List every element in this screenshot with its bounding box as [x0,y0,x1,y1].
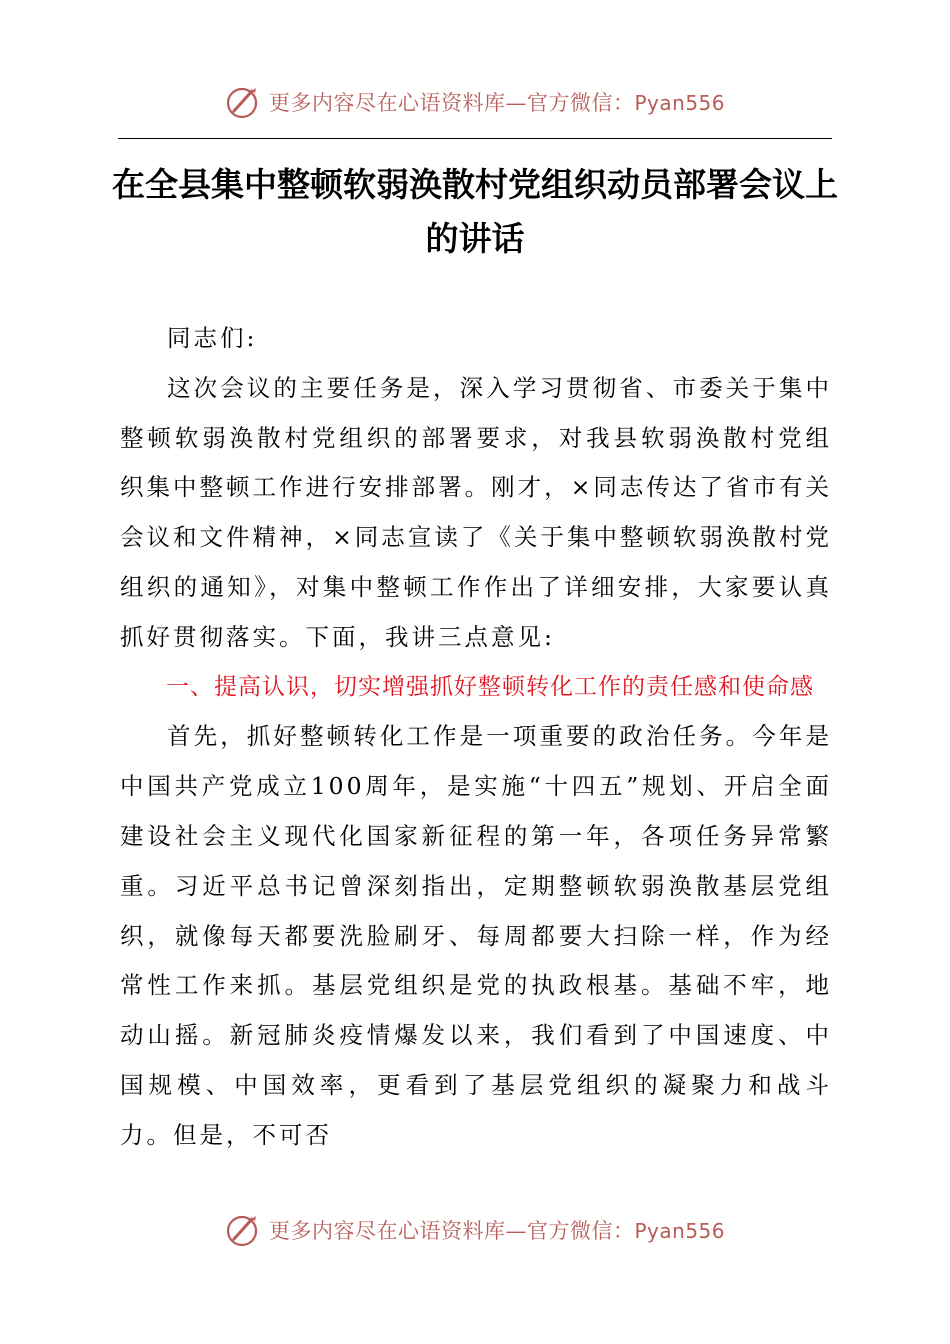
watermark-text [269,1215,725,1245]
watermark-text [269,87,725,117]
pen-logo-icon [225,84,261,120]
watermark-footer [0,1210,950,1250]
document-body [120,314,832,1161]
watermark-header [0,82,950,122]
salutation: 同志们: [167,324,258,352]
document-title: 在全县集中整顿软弱涣散村党组织动员部署会议上的讲话 [112,165,838,258]
watermark-label: 更多内容尽在心语资料库—官方微信： [268,91,635,115]
header-divider [118,138,832,139]
watermark-wechat-id: Pyan556 [634,1219,725,1243]
paragraph-section-1: 首先，抓好整顿转化工作是一项重要的政治任务。今年是中国共产党成立100周年，是实施“十四五”规划、开启全面建设社会主义现代化国家新征程的第一年，各项任务异常繁重。习近平总书记曾深刻指出，定期整顿软弱涣散基层党组织，就像每天都要洗脸刷牙、每周都要大扫除一样，作为经常性工作来抓。基层党组织是党的执政根基。基础不牢，地动山摇。新冠肺炎疫情爆发以来，我们看到了中国速度、中国规模、中国效率，更看到了基层党组织的凝聚力和战斗力。但是，不可否 [120,722,832,1149]
watermark-label: 更多内容尽在心语资料库—官方微信： [268,1219,635,1243]
watermark-wechat-id: Pyan556 [634,91,725,115]
paragraph-intro: 这次会议的主要任务是，深入学习贯彻省、市委关于集中整顿软弱涣散村党组织的部署要求，对我县软弱涣散村党组织集中整顿工作进行安排部署。刚才，×同志传达了省市有关会议和文件精神，×同志宣读了《关于集中整顿软弱涣散村党组织的通知》，对集中整顿工作作出了详细安排，大家要认真抓好贯彻落实。下面，我讲三点意见: [120,373,832,651]
section-heading-1: 一、提高认识，切实增强抓好整顿转化工作的责任感和使命感 [166,673,814,700]
pen-logo-icon [225,1212,261,1248]
